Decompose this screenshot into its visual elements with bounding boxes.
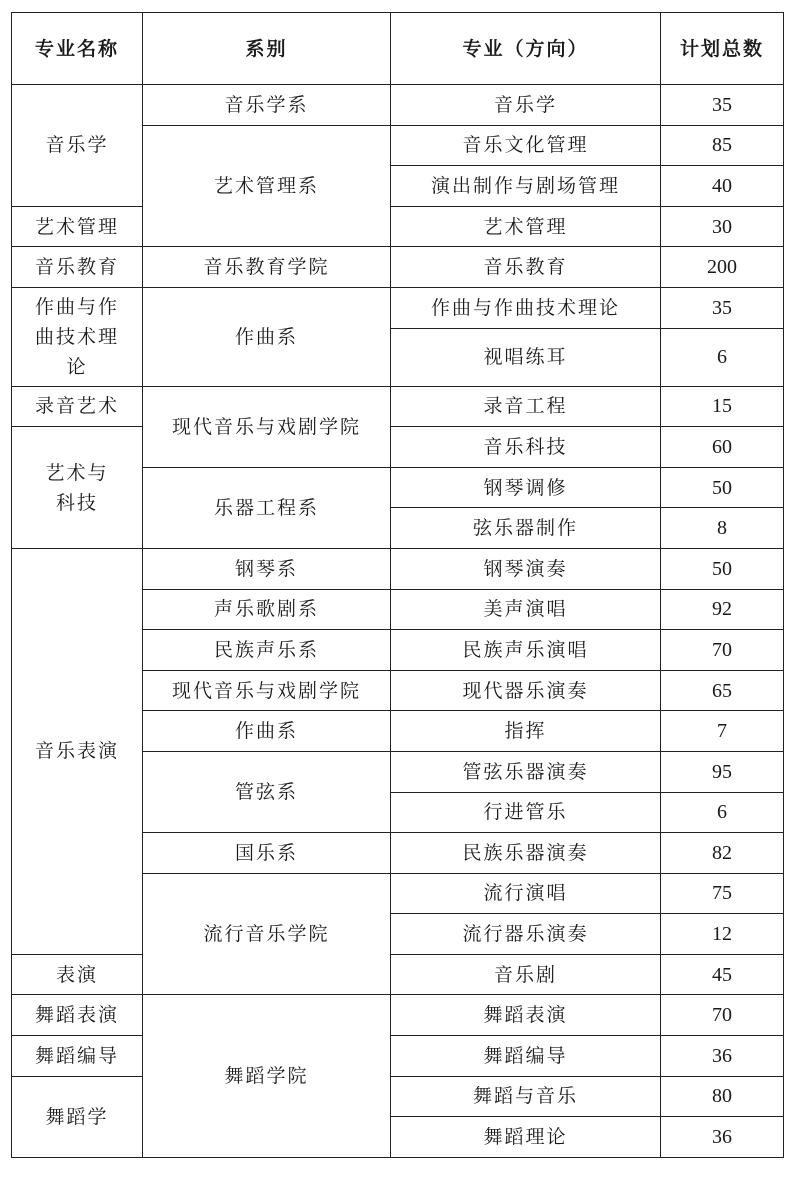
table-row bbox=[12, 995, 784, 1036]
count-cell: 60 bbox=[661, 427, 784, 468]
specialty-cell: 流行器乐演奏 bbox=[391, 914, 661, 955]
department-cell: 现代音乐与戏剧学院 bbox=[143, 386, 391, 467]
enrollment-plan-table bbox=[11, 12, 784, 1158]
header-specialty: 专业（方向） bbox=[391, 13, 661, 85]
department-cell: 乐器工程系 bbox=[143, 467, 391, 548]
specialty-cell: 艺术管理 bbox=[391, 206, 661, 247]
major-name-cell: 音乐教育 bbox=[12, 247, 143, 288]
major-name-cell: 音乐学 bbox=[12, 85, 143, 207]
count-cell: 65 bbox=[661, 670, 784, 711]
count-cell: 36 bbox=[661, 1036, 784, 1077]
major-name-cell: 艺术管理 bbox=[12, 206, 143, 247]
count-cell: 95 bbox=[661, 751, 784, 792]
specialty-cell: 弦乐器制作 bbox=[391, 508, 661, 549]
specialty-cell: 音乐教育 bbox=[391, 247, 661, 288]
major-name-cell: 表演 bbox=[12, 954, 143, 995]
department-cell: 音乐学系 bbox=[143, 85, 391, 126]
table-row bbox=[12, 287, 784, 328]
table-row bbox=[12, 386, 784, 427]
major-name-cell: 舞蹈编导 bbox=[12, 1036, 143, 1077]
count-cell: 36 bbox=[661, 1117, 784, 1158]
count-cell: 35 bbox=[661, 287, 784, 328]
count-cell: 8 bbox=[661, 508, 784, 549]
count-cell: 6 bbox=[661, 792, 784, 833]
department-cell: 现代音乐与戏剧学院 bbox=[143, 670, 391, 711]
table-row bbox=[12, 85, 784, 126]
department-cell: 钢琴系 bbox=[143, 548, 391, 589]
specialty-cell: 指挥 bbox=[391, 711, 661, 752]
specialty-cell: 音乐剧 bbox=[391, 954, 661, 995]
specialty-cell: 民族声乐演唱 bbox=[391, 630, 661, 671]
specialty-cell: 音乐文化管理 bbox=[391, 125, 661, 166]
specialty-cell: 舞蹈编导 bbox=[391, 1036, 661, 1077]
department-cell: 舞蹈学院 bbox=[143, 995, 391, 1157]
department-cell: 音乐教育学院 bbox=[143, 247, 391, 288]
count-cell: 12 bbox=[661, 914, 784, 955]
count-cell: 70 bbox=[661, 995, 784, 1036]
major-name-cell: 作曲与作曲技术理论 bbox=[12, 287, 143, 386]
specialty-cell: 作曲与作曲技术理论 bbox=[391, 287, 661, 328]
count-cell: 45 bbox=[661, 954, 784, 995]
count-cell: 40 bbox=[661, 166, 784, 207]
specialty-cell: 钢琴调修 bbox=[391, 467, 661, 508]
department-cell: 作曲系 bbox=[143, 287, 391, 386]
table-row bbox=[12, 1036, 784, 1077]
department-cell: 作曲系 bbox=[143, 711, 391, 752]
specialty-cell: 视唱练耳 bbox=[391, 328, 661, 386]
specialty-cell: 音乐学 bbox=[391, 85, 661, 126]
count-cell: 200 bbox=[661, 247, 784, 288]
specialty-cell: 民族乐器演奏 bbox=[391, 833, 661, 874]
count-cell: 30 bbox=[661, 206, 784, 247]
specialty-cell: 音乐科技 bbox=[391, 427, 661, 468]
major-name-cell: 艺术与科技 bbox=[12, 427, 143, 549]
specialty-cell: 录音工程 bbox=[391, 386, 661, 427]
table-row bbox=[12, 1076, 784, 1117]
header-plan-total: 计划总数 bbox=[661, 13, 784, 85]
header-major-name: 专业名称 bbox=[12, 13, 143, 85]
department-cell: 民族声乐系 bbox=[143, 630, 391, 671]
count-cell: 15 bbox=[661, 386, 784, 427]
specialty-cell: 钢琴演奏 bbox=[391, 548, 661, 589]
table-row bbox=[12, 548, 784, 589]
count-cell: 50 bbox=[661, 548, 784, 589]
specialty-cell: 现代器乐演奏 bbox=[391, 670, 661, 711]
specialty-cell: 管弦乐器演奏 bbox=[391, 751, 661, 792]
department-cell: 声乐歌剧系 bbox=[143, 589, 391, 630]
count-cell: 35 bbox=[661, 85, 784, 126]
department-cell: 国乐系 bbox=[143, 833, 391, 874]
table-row bbox=[12, 206, 784, 247]
specialty-cell: 舞蹈表演 bbox=[391, 995, 661, 1036]
major-name-cell: 舞蹈学 bbox=[12, 1076, 143, 1157]
count-cell: 50 bbox=[661, 467, 784, 508]
major-name-cell: 音乐表演 bbox=[12, 548, 143, 954]
count-cell: 80 bbox=[661, 1076, 784, 1117]
department-cell: 管弦系 bbox=[143, 751, 391, 832]
count-cell: 75 bbox=[661, 873, 784, 914]
table-row bbox=[12, 247, 784, 288]
count-cell: 6 bbox=[661, 328, 784, 386]
count-cell: 70 bbox=[661, 630, 784, 671]
specialty-cell: 演出制作与剧场管理 bbox=[391, 166, 661, 207]
specialty-cell: 美声演唱 bbox=[391, 589, 661, 630]
specialty-cell: 舞蹈理论 bbox=[391, 1117, 661, 1158]
department-cell: 流行音乐学院 bbox=[143, 873, 391, 995]
major-name-cell: 录音艺术 bbox=[12, 386, 143, 427]
count-cell: 7 bbox=[661, 711, 784, 752]
count-cell: 82 bbox=[661, 833, 784, 874]
count-cell: 92 bbox=[661, 589, 784, 630]
specialty-cell: 流行演唱 bbox=[391, 873, 661, 914]
table-row bbox=[12, 954, 784, 995]
specialty-cell: 舞蹈与音乐 bbox=[391, 1076, 661, 1117]
table-header-row bbox=[12, 13, 784, 85]
specialty-cell: 行进管乐 bbox=[391, 792, 661, 833]
count-cell: 85 bbox=[661, 125, 784, 166]
department-cell: 艺术管理系 bbox=[143, 125, 391, 247]
major-name-cell: 舞蹈表演 bbox=[12, 995, 143, 1036]
table-row bbox=[12, 427, 784, 468]
header-department: 系别 bbox=[143, 13, 391, 85]
